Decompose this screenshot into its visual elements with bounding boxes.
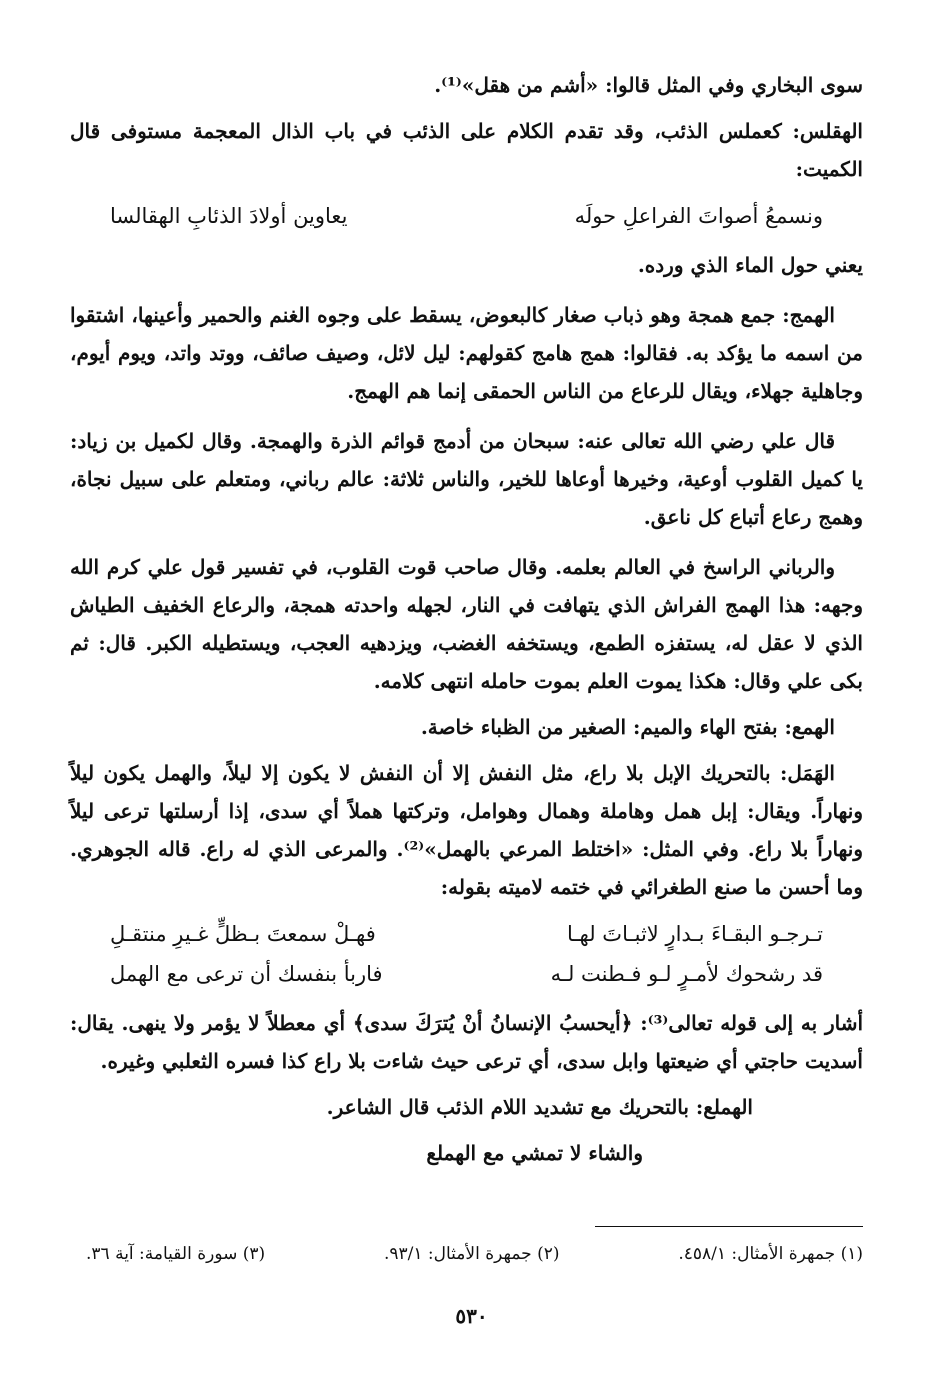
paragraph-hamla	[70, 1088, 863, 1126]
entry-text-hamal: بالتحريك الإبل بلا راع، مثل النفش إلا أن النفش لا يكون إلا ليلاً، والهمل يكون ليلاً ونهاراً. ويقال: إبل همل وهاملة وهمال وهوامل، وتركتها هملاً أي سدى، إذا أرسلتها ترعى ليلاً ونهاراً بلا راع. وفي المثل: «اختلط المرعي بالهمل»⁽²⁾. والمرعى الذي له راع. قاله الجوهري. وما أحسن ما صنع الطغرائي في ختمه لاميته بقوله:	[70, 761, 864, 899]
paragraph-rabbani: والرباني الراسخ في العالم بعلمه. وقال صاحب قوت القلوب، في تفسير قول علي كرم الله وجهه: هذا الهمج الفراش الذي يتهافت في النار، لجهله واحدته همجة، والرعاع الخفيف الطياش الذي لا عقل له، يستفزه الطمع، ويستخفه الغضب، ويزدهيه العجب، ويستطيله الكبر. قال: ثم بكى علي وقال: هكذا يموت العلم بموت حامله انتهى كلامه.	[70, 555, 863, 693]
page-number: ٥٣٠	[455, 1304, 488, 1328]
entry-text-hama: بفتح الهاء والميم: الصغير من الظباء خاصة.	[420, 715, 785, 739]
verse-2-right: تـرجـو البقـاءَ بـدارٍ لاثبـاتَ لهـا	[567, 922, 823, 946]
entry-text-haqlas: كعملس الذئب، وقد تقدم الكلام على الذئب في باب الذال المعجمة مستوفى قال الكميت:	[70, 119, 863, 181]
footnote-1: (١) جمهرة الأمثال: ٤٥٨/١.	[678, 1244, 863, 1264]
verse-2-left: فهـلْ سمعتَ بـظلٍّ غـيرِ منتقـلِ	[110, 922, 376, 946]
verse-3-left: فاربأ بنفسك أن ترعى مع الهمل	[110, 962, 383, 986]
verse-3	[70, 954, 863, 994]
verse-1-right: ونسمعُ أصواتَ الفراعلِ حولَه	[574, 204, 823, 228]
entry-text-hamla: بالتحريك مع تشديد اللام الذئب قال الشاعر.	[326, 1095, 696, 1119]
footnote-2: (٢) جمهرة الأمثال: ٩٣/١.	[383, 1244, 560, 1264]
verse-2	[70, 914, 863, 954]
verse-3-right: قد رشحوك لأمـرٍ لـو فـطنت لـه	[550, 962, 823, 986]
verse-1	[70, 196, 863, 236]
paragraph-ali-quote: قال علي رضي الله تعالى عنه: سبحان من أدمج قوائم الذرة والهمجة. وقال لكميل بن زياد: يا كميل القلوب أوعية، وخيرها أوعاها للخير، والناس ثلاثة: عالم رباني، ومتعلم على سبيل نجاة، وهمج رعاع أتباع كل ناعق.	[70, 429, 863, 529]
page-body	[70, 66, 863, 1180]
footnote-divider	[595, 1226, 863, 1227]
entry-heading-hamla: الهملع:	[695, 1095, 753, 1119]
verse-1-left: يعاوين أولادَ الذئابِ الهقالسا	[110, 204, 348, 228]
paragraph-hamal	[70, 754, 863, 906]
entry-heading-haqlas: الهقلس:	[792, 119, 863, 143]
entry-heading-hamaj: الهمج:	[782, 303, 835, 327]
paragraph-1: سوى البخاري وفي المثل قالوا: «أشم من هقل»⁽¹⁾.	[434, 73, 863, 97]
entry-heading-hama: الهمع:	[784, 715, 835, 739]
entry-heading-hamal: الهَمَل:	[780, 761, 835, 785]
entry-text-hamaj: جمع همجة وهو ذباب صغار كالبعوض، يسقط على وجوه الغنم والحمير وأعينها، اشتقوا من اسمه ما يؤكد به. فقالوا: همج هامج كقولهم: ليل لائل، وصيف صائف، ووتد واتد، ويوم أيوم، وجاهلية جهلاء، ويقال للرعاع من الناس الحمقى إنما هم الهمج.	[70, 303, 863, 403]
paragraph-explanation: يعني حول الماء الذي ورده.	[637, 253, 863, 277]
verse-fragment: والشاء لا تمشي مع الهملع	[426, 1141, 643, 1165]
footnote-3: (٣) سورة القيامة: آية ٣٦.	[86, 1244, 266, 1264]
paragraph-hama	[70, 708, 863, 746]
paragraph-hamaj	[70, 296, 863, 410]
paragraph-haqlas	[70, 112, 863, 188]
paragraph-quran-reference: أشار به إلى قوله تعالى⁽³⁾: ﴿أيحسبُ الإنسانُ أنْ يُترَكَ سدى﴾ أي معطلاً لا يؤمر ولا ينهى. يقال: أسديت حاجتي أي ضيعتها وابل سدى، أي ترعى حيث شاءت بلا راع كذا فسره الثعلبي وغيره.	[70, 1011, 864, 1073]
footnotes	[86, 1244, 863, 1264]
